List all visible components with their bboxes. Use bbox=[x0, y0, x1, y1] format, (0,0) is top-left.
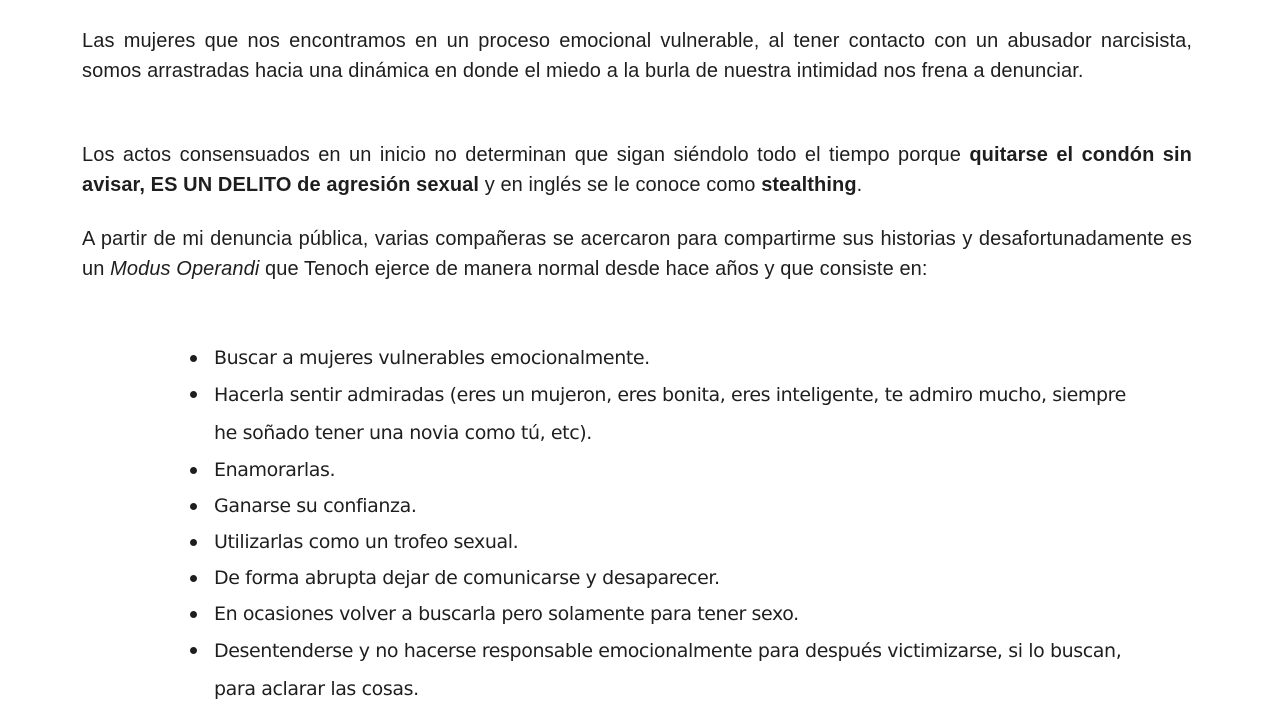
paragraph-denuncia-text-2: que Tenoch ejerce de manera normal desde hace años y que consiste en: bbox=[259, 258, 928, 280]
list-item-text: Buscar a mujeres vulnerables emocionalmente. bbox=[214, 347, 650, 369]
list-item-text: En ocasiones volver a buscarla pero solamente para tener sexo. bbox=[214, 603, 799, 625]
paragraph-denuncia bbox=[82, 224, 1192, 284]
paragraph-intro bbox=[82, 26, 1192, 86]
list-item bbox=[188, 596, 1148, 632]
list-item-text: Utilizarlas como un trofeo sexual. bbox=[214, 531, 519, 553]
list-item-text: Ganarse su confianza. bbox=[214, 495, 417, 517]
bullet-icon bbox=[190, 391, 197, 398]
list-item bbox=[188, 452, 1148, 488]
list-item-text: Enamorarlas. bbox=[214, 459, 336, 481]
list-item-text: Hacerla sentir admiradas (eres un mujeron, eres bonita, eres inteligente, te admiro mucho, siempre he soñado tener una novia como tú, etc). bbox=[214, 384, 1126, 444]
list-item bbox=[188, 340, 1148, 376]
paragraph-intro-text: Las mujeres que nos encontramos en un proceso emocional vulnerable, al tener contacto con un abusador narcisista, somos arrastradas hacia una dinámica en donde el miedo a la burla de nuestra intimidad nos frena a denunciar. bbox=[82, 30, 1192, 82]
list-item bbox=[188, 376, 1148, 452]
paragraph-consent-text-3: . bbox=[856, 174, 863, 196]
paragraph-consent-bold-1: quitarse el condón sin avisar, ES UN DELITO de agresión sexual bbox=[82, 144, 1192, 196]
list-item-text: Desentenderse y no hacerse responsable emocionalmente para después victimizarse, si lo buscan, para aclarar las cosas. bbox=[214, 640, 1122, 700]
bullet-icon bbox=[190, 575, 197, 582]
list-item bbox=[188, 632, 1148, 708]
bullet-icon bbox=[190, 467, 197, 474]
paragraph-consent bbox=[82, 140, 1192, 200]
list-item-text: De forma abrupta dejar de comunicarse y desaparecer. bbox=[214, 567, 720, 589]
bullet-icon bbox=[190, 355, 197, 362]
bullet-list bbox=[188, 340, 1148, 708]
paragraph-consent-text-1: Los actos consensuados en un inicio no determinan que sigan siéndolo todo el tiempo porque bbox=[82, 144, 970, 166]
paragraph-denuncia-text-1: A partir de mi denuncia pública, varias compañeras se acercaron para compartirme sus historias y desafortunadamente es un bbox=[82, 228, 1192, 280]
list-item bbox=[188, 560, 1148, 596]
bullet-icon bbox=[190, 503, 197, 510]
paragraph-consent-bold-2: stealthing bbox=[761, 174, 857, 196]
list-item bbox=[188, 488, 1148, 524]
bullet-icon bbox=[190, 611, 197, 618]
bullet-icon bbox=[190, 539, 197, 546]
list-item bbox=[188, 524, 1148, 560]
bullet-icon bbox=[190, 647, 197, 654]
paragraph-consent-text-2: y en inglés se le conoce como bbox=[479, 174, 762, 196]
paragraph-denuncia-italic: Modus Operandi bbox=[110, 258, 260, 280]
